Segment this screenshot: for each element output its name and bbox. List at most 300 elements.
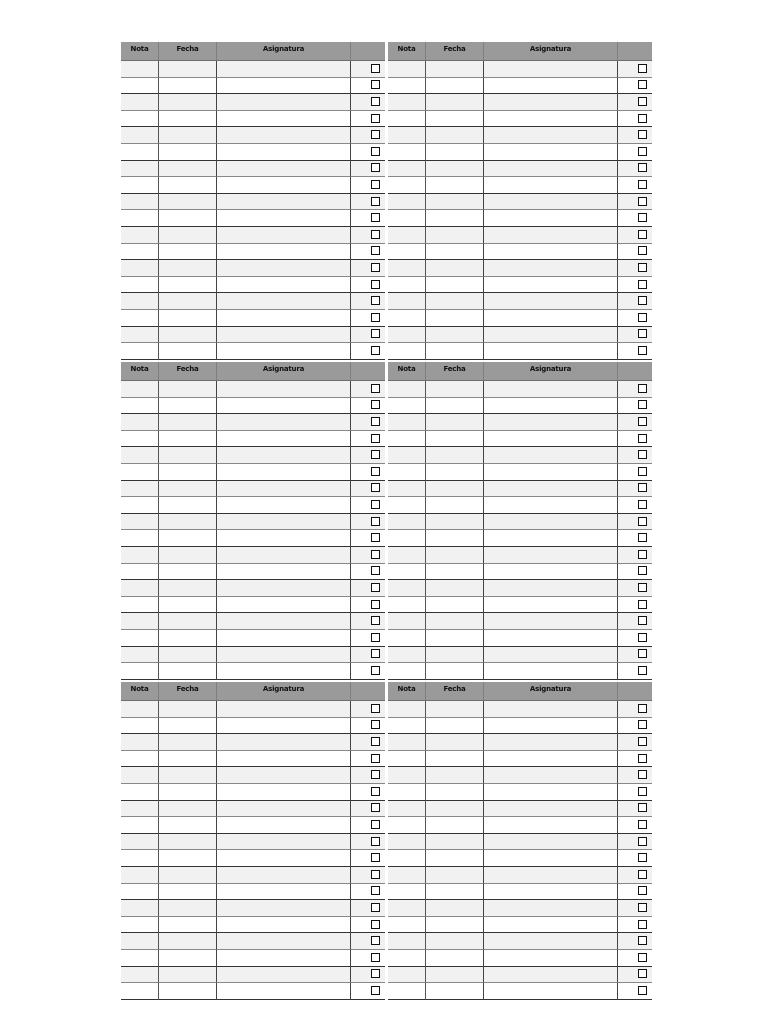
check-cell[interactable] [351,597,385,614]
checkbox[interactable] [638,417,647,426]
check-cell[interactable] [618,431,652,448]
check-cell[interactable] [351,227,385,244]
checkbox[interactable] [638,296,647,305]
checkbox[interactable] [371,787,380,796]
check-cell[interactable] [351,950,385,967]
fecha-cell[interactable] [426,431,484,448]
fecha-cell[interactable] [426,293,484,310]
fecha-cell[interactable] [159,398,217,415]
checkbox[interactable] [371,517,380,526]
checkbox[interactable] [638,986,647,995]
nota-cell[interactable] [121,950,159,967]
nota-cell[interactable] [121,244,159,261]
check-cell[interactable] [618,327,652,344]
checkbox[interactable] [638,213,647,222]
asignatura-cell[interactable] [484,244,618,261]
nota-cell[interactable] [388,597,426,614]
nota-cell[interactable] [121,983,159,1000]
nota-cell[interactable] [388,343,426,360]
check-cell[interactable] [351,343,385,360]
check-cell[interactable] [351,718,385,735]
check-cell[interactable] [351,817,385,834]
nota-cell[interactable] [388,127,426,144]
asignatura-cell[interactable] [484,933,618,950]
checkbox[interactable] [371,467,380,476]
checkbox[interactable] [638,566,647,575]
fecha-cell[interactable] [159,381,217,398]
nota-cell[interactable] [388,260,426,277]
nota-cell[interactable] [121,343,159,360]
nota-cell[interactable] [121,884,159,901]
checkbox[interactable] [638,837,647,846]
asignatura-cell[interactable] [217,580,351,597]
checkbox[interactable] [371,483,380,492]
checkbox[interactable] [371,886,380,895]
asignatura-cell[interactable] [484,327,618,344]
checkbox[interactable] [371,384,380,393]
check-cell[interactable] [618,734,652,751]
fecha-cell[interactable] [426,597,484,614]
fecha-cell[interactable] [426,884,484,901]
fecha-cell[interactable] [426,817,484,834]
asignatura-cell[interactable] [484,111,618,128]
fecha-cell[interactable] [426,194,484,211]
checkbox[interactable] [371,329,380,338]
checkbox[interactable] [638,346,647,355]
nota-cell[interactable] [121,751,159,768]
checkbox[interactable] [371,704,380,713]
fecha-cell[interactable] [159,177,217,194]
asignatura-cell[interactable] [484,867,618,884]
asignatura-cell[interactable] [484,850,618,867]
fecha-cell[interactable] [159,701,217,718]
asignatura-cell[interactable] [217,884,351,901]
fecha-cell[interactable] [159,784,217,801]
checkbox[interactable] [371,754,380,763]
check-cell[interactable] [351,933,385,950]
fecha-cell[interactable] [426,447,484,464]
nota-cell[interactable] [121,933,159,950]
checkbox[interactable] [371,346,380,355]
nota-cell[interactable] [121,327,159,344]
fecha-cell[interactable] [159,967,217,984]
checkbox[interactable] [371,246,380,255]
checkbox[interactable] [371,417,380,426]
checkbox[interactable] [371,566,380,575]
nota-cell[interactable] [388,580,426,597]
fecha-cell[interactable] [159,514,217,531]
nota-cell[interactable] [388,613,426,630]
asignatura-cell[interactable] [484,381,618,398]
check-cell[interactable] [618,850,652,867]
asignatura-cell[interactable] [217,61,351,78]
check-cell[interactable] [351,767,385,784]
fecha-cell[interactable] [159,580,217,597]
asignatura-cell[interactable] [484,950,618,967]
asignatura-cell[interactable] [217,127,351,144]
fecha-cell[interactable] [426,398,484,415]
checkbox[interactable] [638,803,647,812]
asignatura-cell[interactable] [484,701,618,718]
asignatura-cell[interactable] [484,647,618,664]
asignatura-cell[interactable] [484,767,618,784]
fecha-cell[interactable] [159,161,217,178]
asignatura-cell[interactable] [217,94,351,111]
nota-cell[interactable] [388,647,426,664]
check-cell[interactable] [618,701,652,718]
nota-cell[interactable] [388,950,426,967]
checkbox[interactable] [371,666,380,675]
check-cell[interactable] [351,381,385,398]
check-cell[interactable] [618,801,652,818]
check-cell[interactable] [618,647,652,664]
checkbox[interactable] [638,903,647,912]
nota-cell[interactable] [121,78,159,95]
fecha-cell[interactable] [159,663,217,680]
checkbox[interactable] [638,483,647,492]
check-cell[interactable] [618,751,652,768]
checkbox[interactable] [371,114,380,123]
asignatura-cell[interactable] [217,227,351,244]
fecha-cell[interactable] [426,210,484,227]
nota-cell[interactable] [388,78,426,95]
asignatura-cell[interactable] [484,310,618,327]
check-cell[interactable] [618,767,652,784]
asignatura-cell[interactable] [484,161,618,178]
asignatura-cell[interactable] [217,701,351,718]
check-cell[interactable] [618,867,652,884]
nota-cell[interactable] [121,613,159,630]
nota-cell[interactable] [121,867,159,884]
fecha-cell[interactable] [159,547,217,564]
check-cell[interactable] [351,530,385,547]
asignatura-cell[interactable] [217,950,351,967]
fecha-cell[interactable] [159,310,217,327]
asignatura-cell[interactable] [217,767,351,784]
check-cell[interactable] [351,94,385,111]
fecha-cell[interactable] [426,834,484,851]
checkbox[interactable] [371,213,380,222]
asignatura-cell[interactable] [484,260,618,277]
fecha-cell[interactable] [159,867,217,884]
checkbox[interactable] [638,467,647,476]
fecha-cell[interactable] [426,497,484,514]
asignatura-cell[interactable] [484,227,618,244]
check-cell[interactable] [351,161,385,178]
asignatura-cell[interactable] [217,327,351,344]
checkbox[interactable] [371,400,380,409]
nota-cell[interactable] [388,530,426,547]
nota-cell[interactable] [388,111,426,128]
asignatura-cell[interactable] [484,293,618,310]
fecha-cell[interactable] [426,701,484,718]
check-cell[interactable] [351,867,385,884]
checkbox[interactable] [371,263,380,272]
asignatura-cell[interactable] [217,398,351,415]
nota-cell[interactable] [388,293,426,310]
nota-cell[interactable] [388,967,426,984]
asignatura-cell[interactable] [217,310,351,327]
check-cell[interactable] [618,414,652,431]
checkbox[interactable] [371,434,380,443]
asignatura-cell[interactable] [484,834,618,851]
nota-cell[interactable] [388,884,426,901]
nota-cell[interactable] [121,718,159,735]
asignatura-cell[interactable] [484,734,618,751]
asignatura-cell[interactable] [217,210,351,227]
nota-cell[interactable] [121,580,159,597]
nota-cell[interactable] [388,801,426,818]
check-cell[interactable] [618,933,652,950]
check-cell[interactable] [618,884,652,901]
asignatura-cell[interactable] [217,801,351,818]
nota-cell[interactable] [121,900,159,917]
fecha-cell[interactable] [426,260,484,277]
checkbox[interactable] [371,313,380,322]
fecha-cell[interactable] [159,801,217,818]
checkbox[interactable] [638,720,647,729]
fecha-cell[interactable] [426,663,484,680]
checkbox[interactable] [371,903,380,912]
check-cell[interactable] [351,414,385,431]
checkbox[interactable] [371,633,380,642]
fecha-cell[interactable] [426,867,484,884]
fecha-cell[interactable] [426,244,484,261]
asignatura-cell[interactable] [217,414,351,431]
check-cell[interactable] [351,127,385,144]
check-cell[interactable] [618,310,652,327]
check-cell[interactable] [351,464,385,481]
fecha-cell[interactable] [159,481,217,498]
check-cell[interactable] [618,177,652,194]
asignatura-cell[interactable] [217,850,351,867]
fecha-cell[interactable] [426,850,484,867]
fecha-cell[interactable] [426,547,484,564]
fecha-cell[interactable] [159,127,217,144]
check-cell[interactable] [351,398,385,415]
fecha-cell[interactable] [159,447,217,464]
nota-cell[interactable] [121,398,159,415]
checkbox[interactable] [371,936,380,945]
asignatura-cell[interactable] [217,343,351,360]
nota-cell[interactable] [121,94,159,111]
check-cell[interactable] [351,431,385,448]
check-cell[interactable] [351,564,385,581]
nota-cell[interactable] [388,718,426,735]
checkbox[interactable] [371,296,380,305]
check-cell[interactable] [618,144,652,161]
nota-cell[interactable] [121,161,159,178]
nota-cell[interactable] [388,327,426,344]
nota-cell[interactable] [121,767,159,784]
nota-cell[interactable] [388,900,426,917]
checkbox[interactable] [638,616,647,625]
check-cell[interactable] [351,293,385,310]
fecha-cell[interactable] [426,630,484,647]
check-cell[interactable] [618,530,652,547]
asignatura-cell[interactable] [484,967,618,984]
nota-cell[interactable] [388,244,426,261]
check-cell[interactable] [351,801,385,818]
asignatura-cell[interactable] [484,431,618,448]
nota-cell[interactable] [388,514,426,531]
fecha-cell[interactable] [426,78,484,95]
check-cell[interactable] [351,481,385,498]
nota-cell[interactable] [121,293,159,310]
check-cell[interactable] [618,834,652,851]
fecha-cell[interactable] [159,431,217,448]
checkbox[interactable] [638,886,647,895]
asignatura-cell[interactable] [484,817,618,834]
fecha-cell[interactable] [426,647,484,664]
checkbox[interactable] [371,130,380,139]
asignatura-cell[interactable] [484,210,618,227]
fecha-cell[interactable] [159,597,217,614]
asignatura-cell[interactable] [217,900,351,917]
nota-cell[interactable] [388,983,426,1000]
check-cell[interactable] [351,834,385,851]
checkbox[interactable] [371,230,380,239]
nota-cell[interactable] [121,801,159,818]
nota-cell[interactable] [121,497,159,514]
checkbox[interactable] [638,114,647,123]
checkbox[interactable] [638,163,647,172]
nota-cell[interactable] [388,867,426,884]
fecha-cell[interactable] [426,464,484,481]
asignatura-cell[interactable] [217,564,351,581]
nota-cell[interactable] [121,784,159,801]
fecha-cell[interactable] [426,481,484,498]
fecha-cell[interactable] [159,751,217,768]
check-cell[interactable] [351,210,385,227]
checkbox[interactable] [638,870,647,879]
check-cell[interactable] [351,884,385,901]
check-cell[interactable] [618,547,652,564]
checkbox[interactable] [638,583,647,592]
fecha-cell[interactable] [159,718,217,735]
checkbox[interactable] [638,180,647,189]
nota-cell[interactable] [121,597,159,614]
check-cell[interactable] [351,983,385,1000]
checkbox[interactable] [638,130,647,139]
fecha-cell[interactable] [426,613,484,630]
check-cell[interactable] [351,580,385,597]
checkbox[interactable] [638,770,647,779]
asignatura-cell[interactable] [217,663,351,680]
check-cell[interactable] [351,177,385,194]
check-cell[interactable] [351,630,385,647]
asignatura-cell[interactable] [217,481,351,498]
nota-cell[interactable] [121,414,159,431]
checkbox[interactable] [371,853,380,862]
nota-cell[interactable] [121,817,159,834]
fecha-cell[interactable] [426,514,484,531]
asignatura-cell[interactable] [484,564,618,581]
asignatura-cell[interactable] [484,481,618,498]
fecha-cell[interactable] [159,111,217,128]
asignatura-cell[interactable] [484,983,618,1000]
checkbox[interactable] [371,616,380,625]
check-cell[interactable] [351,144,385,161]
asignatura-cell[interactable] [484,801,618,818]
nota-cell[interactable] [121,647,159,664]
fecha-cell[interactable] [159,983,217,1000]
fecha-cell[interactable] [159,277,217,294]
check-cell[interactable] [351,447,385,464]
fecha-cell[interactable] [159,343,217,360]
fecha-cell[interactable] [159,933,217,950]
fecha-cell[interactable] [426,967,484,984]
nota-cell[interactable] [388,161,426,178]
fecha-cell[interactable] [159,530,217,547]
checkbox[interactable] [638,533,647,542]
checkbox[interactable] [371,147,380,156]
asignatura-cell[interactable] [484,547,618,564]
checkbox[interactable] [371,550,380,559]
checkbox[interactable] [638,787,647,796]
asignatura-cell[interactable] [217,547,351,564]
nota-cell[interactable] [388,497,426,514]
fecha-cell[interactable] [159,767,217,784]
asignatura-cell[interactable] [484,900,618,917]
checkbox[interactable] [638,197,647,206]
check-cell[interactable] [351,967,385,984]
check-cell[interactable] [618,564,652,581]
checkbox[interactable] [638,820,647,829]
check-cell[interactable] [351,514,385,531]
nota-cell[interactable] [121,917,159,934]
fecha-cell[interactable] [159,497,217,514]
asignatura-cell[interactable] [217,381,351,398]
check-cell[interactable] [618,950,652,967]
fecha-cell[interactable] [426,917,484,934]
fecha-cell[interactable] [159,564,217,581]
asignatura-cell[interactable] [484,61,618,78]
nota-cell[interactable] [121,260,159,277]
nota-cell[interactable] [121,111,159,128]
asignatura-cell[interactable] [217,177,351,194]
fecha-cell[interactable] [159,613,217,630]
check-cell[interactable] [618,210,652,227]
fecha-cell[interactable] [426,900,484,917]
fecha-cell[interactable] [426,343,484,360]
nota-cell[interactable] [121,514,159,531]
checkbox[interactable] [371,986,380,995]
check-cell[interactable] [618,784,652,801]
nota-cell[interactable] [121,227,159,244]
asignatura-cell[interactable] [217,967,351,984]
checkbox[interactable] [371,837,380,846]
check-cell[interactable] [618,381,652,398]
check-cell[interactable] [618,260,652,277]
asignatura-cell[interactable] [217,817,351,834]
fecha-cell[interactable] [159,94,217,111]
check-cell[interactable] [618,663,652,680]
asignatura-cell[interactable] [217,647,351,664]
checkbox[interactable] [638,920,647,929]
nota-cell[interactable] [121,701,159,718]
nota-cell[interactable] [121,464,159,481]
check-cell[interactable] [618,94,652,111]
asignatura-cell[interactable] [484,447,618,464]
check-cell[interactable] [618,718,652,735]
nota-cell[interactable] [388,381,426,398]
fecha-cell[interactable] [159,260,217,277]
fecha-cell[interactable] [426,277,484,294]
asignatura-cell[interactable] [217,497,351,514]
fecha-cell[interactable] [426,414,484,431]
check-cell[interactable] [351,194,385,211]
